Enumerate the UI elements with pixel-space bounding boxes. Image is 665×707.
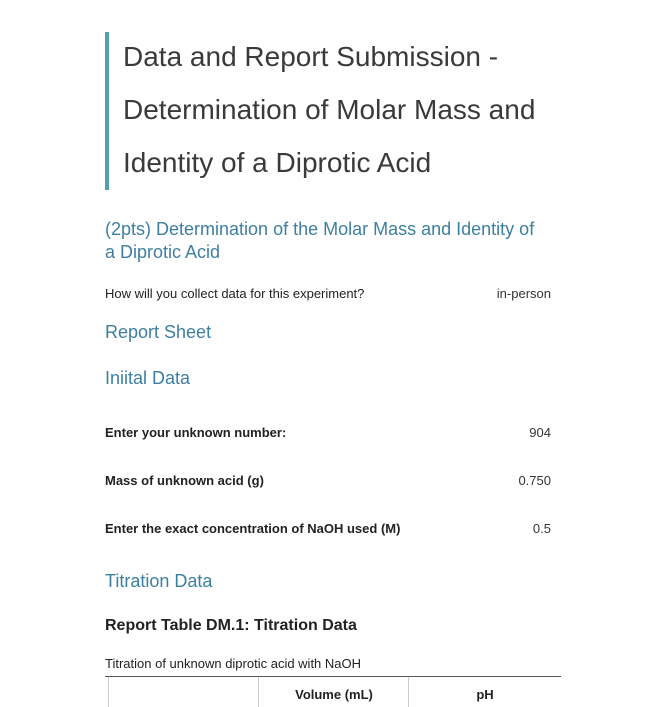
collect-question-value[interactable]: in-person: [496, 286, 551, 301]
table-header-blank: [108, 677, 259, 707]
mass-unknown-acid-label: Mass of unknown acid (g): [105, 473, 264, 488]
table-header-ph: [408, 677, 561, 707]
table-caption: Titration of unknown diprotic acid with NaOH: [105, 656, 362, 671]
naoh-concentration-value[interactable]: 0.5: [532, 521, 551, 536]
collect-question-label: How will you collect data for this experiment?: [105, 286, 365, 301]
table-header-volume: [258, 677, 409, 707]
page-title-line-3: Identity of a Diprotic Acid: [123, 147, 432, 178]
report-sheet-heading: Report Sheet: [105, 322, 212, 342]
table-header-volume-label: Volume (mL): [295, 687, 373, 702]
titration-data-heading: Titration Data: [105, 571, 213, 591]
mass-unknown-acid-value[interactable]: 0.750: [518, 473, 551, 488]
naoh-concentration-label: Enter the exact concentration of NaOH used (M): [105, 521, 401, 536]
title-block: [105, 32, 579, 190]
unknown-number-value[interactable]: 904: [529, 425, 551, 440]
titration-table: [105, 676, 561, 707]
initial-data-heading: Iniital Data: [105, 368, 191, 388]
page-title-line-2: Determination of Molar Mass and: [123, 94, 536, 125]
table-header-ph-label: pH: [476, 687, 494, 702]
section-heading-line-1: (2pts) Determination of the Molar Mass and Identity of: [105, 219, 535, 239]
unknown-number-label: Enter your unknown number:: [105, 425, 287, 440]
section-heading-line-2: a Diprotic Acid: [105, 242, 221, 262]
report-table-title: Report Table DM.1: Titration Data: [105, 617, 357, 634]
page-title-line-1: Data and Report Submission -: [123, 41, 499, 72]
